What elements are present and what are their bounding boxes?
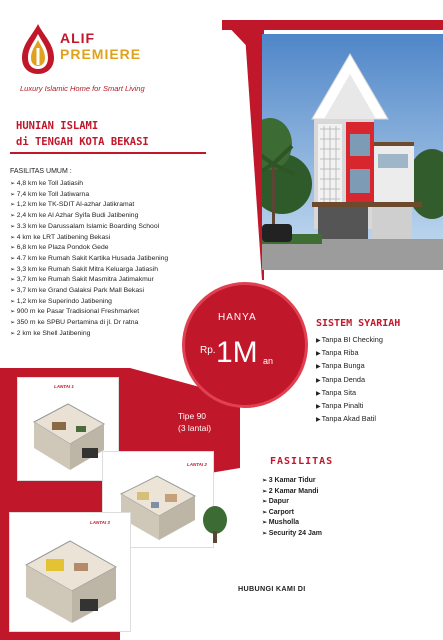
list-item: ➢ Security 24 Jam	[262, 529, 322, 540]
brand-name-line1: ALIF	[60, 30, 96, 46]
list-item: ➢ 3,7 km ke Grand Galaksi Park Mall Bekasi	[10, 286, 168, 297]
list-item: ➢ 7,4 km ke Toll Jatiwarna	[10, 190, 168, 201]
list-item: ▶ Tanpa Bunga	[316, 360, 383, 373]
sistem-syariah-list	[316, 334, 383, 426]
list-item: ➢ 3,3 km ke Rumah Sakit Mitra Keluarga Jatiasih	[10, 265, 168, 276]
list-item: ➢ 2 Kamar Mandi	[262, 487, 322, 498]
list-item: ▶ Tanpa BI Checking	[316, 334, 383, 347]
sistem-syariah-title: SISTEM SYARIAH	[316, 318, 401, 329]
house-type-label	[178, 410, 211, 434]
list-item: ▶ Tanpa Akad Batil	[316, 413, 383, 426]
list-item: ▶ Tanpa Riba	[316, 347, 383, 360]
house-render-image	[262, 34, 443, 270]
fasilitas-title: FASILITAS	[270, 456, 334, 467]
house-type-line2: (3 lantai)	[178, 423, 212, 433]
alif-premiere-logo	[18, 22, 58, 76]
list-item: ➢ 1,2 km ke Superindo Jatibening	[10, 297, 168, 308]
fasilitas-list	[262, 476, 322, 539]
fasilitas-umum-list	[10, 179, 168, 340]
headline-line1: HUNIAN ISLAMI	[16, 120, 99, 132]
price-suffix: an	[263, 356, 274, 366]
floor-plan-render-lantai3	[16, 529, 126, 627]
list-item: ➢ 1,2 km ke TK-SDIT Al-azhar Jatikramat	[10, 200, 168, 211]
brand-name-line2: PREMIERE	[60, 46, 142, 62]
floor-plan-card-lantai3	[10, 513, 130, 631]
list-item: ➢ 2,4 km ke Al Azhar Syifa Budi Jatibening	[10, 211, 168, 222]
price-amount: 1M	[216, 336, 258, 369]
list-item: ➢ 3 Kamar Tidur	[262, 476, 322, 487]
floor-plan-label-lantai3: LANTAI 3	[90, 520, 110, 525]
house-type-line1: Tipe 90	[178, 411, 207, 421]
headline-line2: di TENGAH KOTA BEKASI	[16, 136, 149, 148]
list-item: ➢ 3.3 km ke Darussalam Islamic Boarding School	[10, 222, 168, 233]
floor-plan-label-lantai2: LANTAI 2	[187, 462, 207, 467]
list-item: ➢ Dapur	[262, 497, 322, 508]
list-item: ➢ 900 m ke Pasar Tradisional Freshmarket	[10, 307, 168, 318]
fasilitas-umum-heading: FASILITAS UMUM :	[10, 168, 72, 175]
red-corner-wedge	[180, 20, 260, 60]
list-item: ➢ 350 m ke SPBU Pertamina di jl. Dr ratna	[10, 318, 168, 329]
price-currency: Rp.	[200, 345, 216, 356]
list-item: ➢ 4.7 km ke Rumah Sakit Kartika Husada Jatibening	[10, 254, 168, 265]
list-item: ➢ 6,8 km ke Plaza Pondok Gede	[10, 243, 168, 254]
list-item: ➢ 3,7 km ke Rumah Sakit Masmitra Jatimakmur	[10, 275, 168, 286]
contact-label: HUBUNGI KAMI DI	[238, 584, 306, 593]
list-item: ▶ Tanpa Denda	[316, 374, 383, 387]
list-item: ▶ Tanpa Pinalti	[316, 400, 383, 413]
plant-decoration-icon	[200, 505, 230, 545]
floor-plan-label-lantai1: LANTAI 1	[54, 384, 74, 389]
floor-plan-render-lantai1	[24, 392, 112, 476]
list-item: ➢ 4 km ke LRT Jatibening Bekasi	[10, 233, 168, 244]
list-item: ➢ Musholla	[262, 518, 322, 529]
headline-underline	[10, 152, 206, 154]
list-item: ▶ Tanpa Sita	[316, 387, 383, 400]
brand-tagline: Luxury Islamic Home for Smart Living	[20, 84, 145, 93]
list-item: ➢ 4,8 km ke Toll Jatiasih	[10, 179, 168, 190]
price-hanya-label: HANYA	[218, 312, 257, 323]
list-item: ➢ 2 km ke Shell Jatibening	[10, 329, 168, 340]
list-item: ➢ Carport	[262, 508, 322, 519]
